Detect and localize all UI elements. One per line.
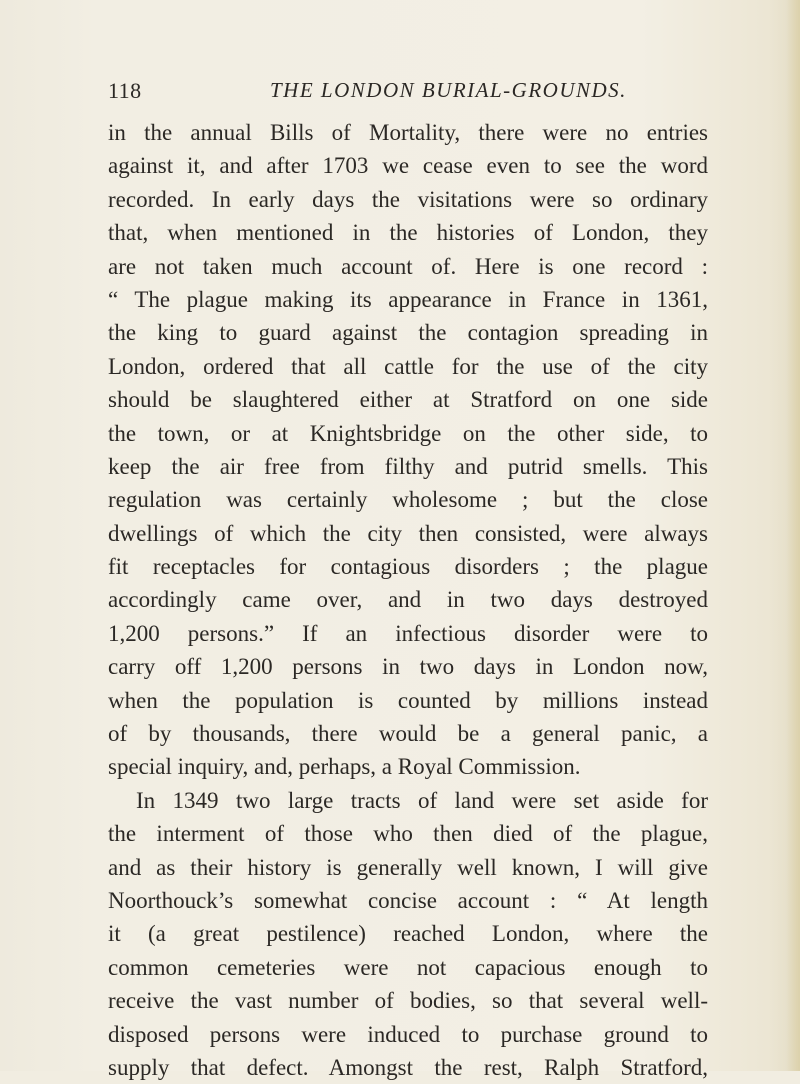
running-title: THE LONDON BURIAL-GROUNDS.	[270, 78, 627, 102]
text-line: keep the air free from filthy and putrid smells. This	[108, 453, 708, 479]
text-line: in the annual Bills of Mortality, there were no entries	[108, 120, 708, 145]
text-line: the interment of those who then died of the plague,	[108, 821, 708, 847]
text-line: regulation was certainly wholesome ; but the close	[108, 487, 708, 513]
text-line: fit receptacles for contagious disorders ; the plague	[108, 554, 708, 580]
text-line: special inquiry, and, perhaps, a Royal Commission.	[108, 754, 581, 780]
text-line: when the population is counted by millions instead	[108, 687, 708, 713]
text-line: 1,200 persons.” If an infectious disorder were to	[108, 620, 708, 646]
page-edge-shadow	[786, 0, 800, 1071]
text-line: of by thousands, there would be a general panic, a	[108, 721, 708, 747]
text-line: should be slaughtered either at Stratford on one side	[108, 387, 708, 413]
text-line: recorded. In early days the visitations were so ordinary	[108, 186, 708, 212]
text-line: accordingly came over, and in two days destroyed	[108, 587, 708, 613]
text-line: that, when mentioned in the histories of London, they	[108, 220, 708, 246]
text-line: supply that defect. Amongst the rest, Ralph Stratford,	[108, 1054, 708, 1080]
body-text	[108, 116, 708, 1084]
text-line: the king to guard against the contagion spreading in	[108, 320, 708, 346]
text-line: “ The plague making its appearance in France in 1361,	[108, 286, 708, 312]
text-line: London, ordered that all cattle for the use of the city	[108, 353, 708, 379]
text-line: disposed persons were induced to purchase ground to	[108, 1021, 708, 1047]
text-line: receive the vast number of bodies, so that several well-	[108, 988, 708, 1014]
text-line: against it, and after 1703 we cease even to see the word	[108, 153, 708, 179]
page-header	[108, 72, 708, 112]
text-line: Noorthouck’s somewhat concise account : “ At length	[108, 887, 708, 913]
text-line-paragraph-start: In 1349 two large tracts of land were set aside for	[136, 787, 708, 813]
text-line: carry off 1,200 persons in two days in London now,	[108, 654, 708, 680]
text-line: and as their history is generally well known, I will give	[108, 854, 708, 880]
text-line: it (a great pestilence) reached London, where the	[108, 921, 708, 947]
text-line: common cemeteries were not capacious enough to	[108, 954, 708, 980]
page-number: 118	[108, 78, 142, 103]
text-line: are not taken much account of. Here is one record :	[108, 253, 708, 279]
text-line: dwellings of which the city then consisted, were always	[108, 520, 708, 546]
text-line: the town, or at Knightsbridge on the other side, to	[108, 420, 708, 446]
